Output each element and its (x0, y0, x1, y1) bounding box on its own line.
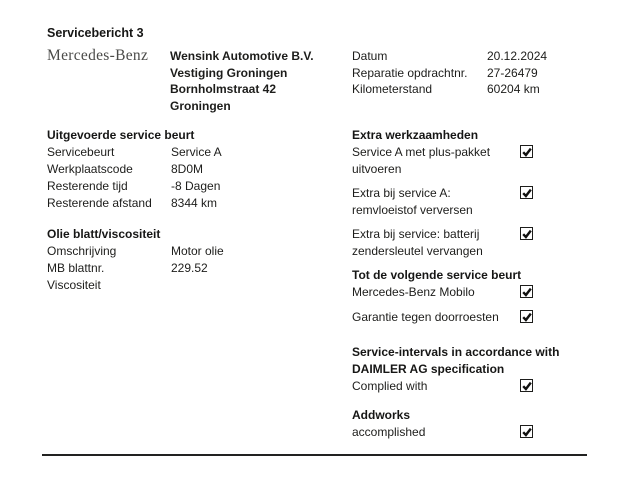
checkbox-item-plus-package (352, 144, 566, 177)
checkbox[interactable] (520, 227, 533, 240)
field-row-remaining-distance (47, 195, 342, 212)
checkmark-icon (522, 312, 532, 322)
field-value: 229.52 (171, 261, 208, 275)
checkmark-icon (522, 229, 532, 239)
dealer-city: Groningen (170, 98, 231, 113)
field-label: MB blattnr. (47, 261, 105, 275)
dealer-branch: Vestiging Groningen (170, 65, 288, 80)
field-row-oil-description (47, 243, 342, 260)
meta-row-date (352, 48, 547, 65)
field-value: 8D0M (171, 162, 204, 176)
field-value: 8344 km (171, 196, 218, 210)
checkbox-item-label: Garantie tegen doorroesten (352, 310, 499, 324)
checkbox-item-key-battery (352, 226, 566, 259)
checkmark-icon (522, 381, 532, 391)
field-label: Datum (352, 49, 388, 63)
checkbox-item-brake-fluid (352, 185, 566, 218)
field-label: Servicebeurt (47, 145, 115, 159)
section-heading: Service-intervals in accordance with DAIMLER AG specification (352, 345, 560, 376)
section-extra-work (352, 127, 566, 259)
meta-row-mileage (352, 81, 547, 98)
checkbox-item-label: Extra bij service: batterij zendersleutel vervangen (352, 227, 483, 258)
field-value: 20.12.2024 (487, 49, 548, 63)
section-heading: Tot de volgende service beurt (352, 268, 522, 282)
checkbox[interactable] (520, 379, 533, 392)
dealer-street: Bornholmstraat 42 (170, 82, 277, 96)
section-heading: Uitgevoerde service beurt (47, 128, 195, 142)
field-label: Omschrijving (47, 244, 117, 258)
checkbox-item-label: Service A met plus-pakket uitvoeren (352, 145, 491, 176)
field-row-mb-sheet-number (47, 260, 342, 277)
field-value: Service A (171, 145, 222, 159)
section-heading: Addworks (352, 408, 411, 422)
section-heading: Olie blatt/viscositeit (47, 227, 161, 241)
section-addworks (352, 407, 566, 441)
checkbox[interactable] (520, 425, 533, 438)
meta-row-order-number (352, 65, 547, 82)
field-value: -8 Dagen (171, 179, 221, 193)
checkbox-item-complied (352, 378, 566, 395)
checkbox-item-label: accomplished (352, 425, 426, 439)
mercedes-benz-wordmark: Mercedes-Benz (47, 47, 149, 64)
field-value: 27-26479 (487, 65, 538, 80)
checkbox[interactable] (520, 310, 533, 323)
checkbox-item-accomplished (352, 424, 566, 441)
field-label: Kilometerstand (352, 82, 433, 96)
footer-divider (42, 454, 587, 456)
checkbox[interactable] (520, 186, 533, 199)
left-column (47, 127, 342, 294)
field-label: Reparatie opdrachtnr. (352, 65, 468, 80)
checkbox[interactable] (520, 145, 533, 158)
page-title: Servicebericht 3 (47, 26, 144, 40)
checkbox[interactable] (520, 285, 533, 298)
checkbox-item-rust-warranty (352, 309, 566, 326)
section-oil-sheet (47, 226, 342, 294)
field-label: Viscositeit (47, 278, 101, 292)
field-row-service-type (47, 144, 342, 161)
right-column (352, 127, 566, 441)
section-heading: Extra werkzaamheden (352, 128, 479, 142)
checkbox-item-label: Extra bij service A: remvloeistof verversen (352, 186, 473, 217)
section-service-intervals (352, 344, 566, 395)
checkbox-item-label: Mercedes-Benz Mobilo (352, 285, 475, 299)
dealer-address-block (170, 48, 314, 114)
dealer-name: Wensink Automotive B.V. (170, 49, 314, 63)
field-value: Motor olie (171, 244, 224, 258)
section-until-next-service (352, 267, 566, 326)
report-meta-block (352, 48, 547, 98)
checkmark-icon (522, 147, 532, 157)
field-row-workshop-code (47, 161, 342, 178)
field-label: Resterende afstand (47, 196, 152, 210)
checkmark-icon (522, 188, 532, 198)
checkbox-item-label: Complied with (352, 379, 428, 393)
checkmark-icon (522, 427, 532, 437)
field-value: 60204 km (487, 82, 540, 96)
field-row-viscosity (47, 277, 342, 294)
checkbox-item-mobilo (352, 284, 566, 301)
field-row-remaining-time (47, 178, 342, 195)
checkmark-icon (522, 287, 532, 297)
field-label: Resterende tijd (47, 179, 128, 193)
section-performed-service (47, 127, 342, 212)
field-label: Werkplaatscode (47, 162, 133, 176)
